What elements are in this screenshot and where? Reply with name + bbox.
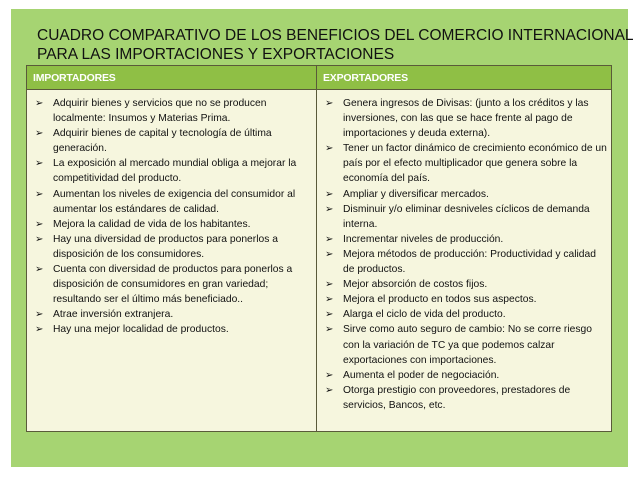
list-item: [34, 126, 314, 156]
arrow-bullet-icon: ➢: [325, 324, 334, 336]
list-item-text: Hay una mejor localidad de productos.: [53, 324, 229, 336]
list-item-text: Ampliar y diversificar mercados.: [343, 188, 489, 200]
list-item-text: Atrae inversión extranjera.: [53, 309, 174, 321]
arrow-bullet-icon: ➢: [325, 279, 334, 291]
list-item-text: Genera ingresos de Divisas: (junto a los créditos y las inversiones, con las que se hace frente al pago de importaciones y deuda externa).: [343, 98, 589, 140]
list-item-text: Disminuir y/o eliminar desniveles cíclicos de demanda interna.: [343, 203, 590, 230]
arrow-bullet-icon: ➢: [35, 98, 44, 109]
list-item-text: Mejora el producto en todos sus aspectos.: [343, 294, 537, 306]
arrow-bullet-icon: ➢: [325, 203, 334, 215]
list-item-text: Adquirir bienes y servicios que no se producen localmente: Insumos y Materias Prima.: [53, 98, 267, 125]
list-item-text: Alarga el ciclo de vida del producto.: [343, 309, 506, 321]
list-item: [34, 96, 314, 126]
arrow-bullet-icon: ➢: [325, 384, 334, 396]
list-item-text: Cuenta con diversidad de productos para ponerlos a disposición de consumidores en gran variedad; resultando ser el último más beneficiado..: [53, 264, 293, 306]
list-item: [34, 156, 314, 186]
arrow-bullet-icon: ➢: [35, 324, 44, 336]
list-item: [324, 322, 607, 367]
list-item-text: La exposición al mercado mundial obliga a mejorar la competitividad del producto.: [53, 158, 297, 185]
slide-title: [37, 26, 634, 64]
list-item-text: Aumentan los niveles de exigencia del consumidor al aumentar los estándares de calidad.: [53, 188, 296, 215]
list-item: [34, 232, 314, 262]
arrow-bullet-icon: ➢: [325, 143, 334, 155]
arrow-bullet-icon: ➢: [35, 264, 44, 276]
arrow-bullet-icon: ➢: [35, 128, 44, 140]
list-item: [324, 307, 607, 322]
arrow-bullet-icon: ➢: [325, 98, 334, 109]
list-item: [324, 247, 607, 277]
arrow-bullet-icon: ➢: [325, 369, 334, 381]
list-item-text: Tener un factor dinámico de crecimiento económico de un país por el efecto multiplicador que genera sobre la economía del país.: [343, 143, 607, 185]
header-importadores: IMPORTADORES: [33, 72, 116, 84]
header-exportadores: EXPORTADORES: [323, 72, 408, 84]
importadores-list: [34, 96, 314, 338]
arrow-bullet-icon: ➢: [325, 233, 334, 245]
list-item: [34, 322, 314, 337]
arrow-bullet-icon: ➢: [35, 188, 44, 200]
list-item: [324, 202, 607, 232]
list-item-text: Mejora la calidad de vida de los habitantes.: [53, 218, 251, 230]
list-item: [34, 307, 314, 322]
arrow-bullet-icon: ➢: [325, 248, 334, 260]
slide-title-line-2: PARA LAS IMPORTACIONES Y EXPORTACIONES: [37, 46, 395, 63]
list-item: [324, 292, 607, 307]
arrow-bullet-icon: ➢: [35, 233, 44, 245]
list-item: [34, 187, 314, 217]
arrow-bullet-icon: ➢: [325, 294, 334, 306]
list-item: [324, 383, 607, 413]
slide-title-line-1: CUADRO COMPARATIVO DE LOS BENEFICIOS DEL COMERCIO INTERNACIONAL: [37, 27, 634, 44]
list-item: [324, 368, 607, 383]
list-item-text: Sirve como auto seguro de cambio: No se corre riesgo con la variación de TC ya que podemos calzar exportaciones con importaciones.: [343, 324, 592, 366]
list-item: [34, 217, 314, 232]
list-item: [324, 187, 607, 202]
list-item: [324, 141, 607, 186]
list-item: [324, 96, 607, 141]
list-item-text: Mejora métodos de producción: Productividad y calidad de productos.: [343, 248, 596, 276]
arrow-bullet-icon: ➢: [325, 188, 334, 200]
list-item-text: Otorga prestigio con proveedores, prestadores de servicios, Bancos, etc.: [343, 384, 571, 411]
arrow-bullet-icon: ➢: [35, 218, 44, 230]
list-item: [324, 232, 607, 247]
list-item-text: Mejor absorción de costos fijos.: [343, 279, 488, 291]
column-divider: [316, 66, 317, 431]
list-item: [34, 262, 314, 307]
list-item: [324, 277, 607, 292]
list-item-text: Adquirir bienes de capital y tecnología de última generación.: [53, 128, 272, 155]
arrow-bullet-icon: ➢: [325, 309, 334, 321]
list-item-text: Aumenta el poder de negociación.: [343, 369, 500, 381]
list-item-text: Incrementar niveles de producción.: [343, 233, 504, 245]
arrow-bullet-icon: ➢: [35, 158, 44, 170]
table-header-row: [27, 66, 611, 90]
arrow-bullet-icon: ➢: [35, 309, 44, 321]
exportadores-list: [324, 96, 607, 413]
comparison-table: [26, 65, 612, 432]
list-item-text: Hay una diversidad de productos para ponerlos a disposición de los consumidores.: [53, 233, 278, 260]
